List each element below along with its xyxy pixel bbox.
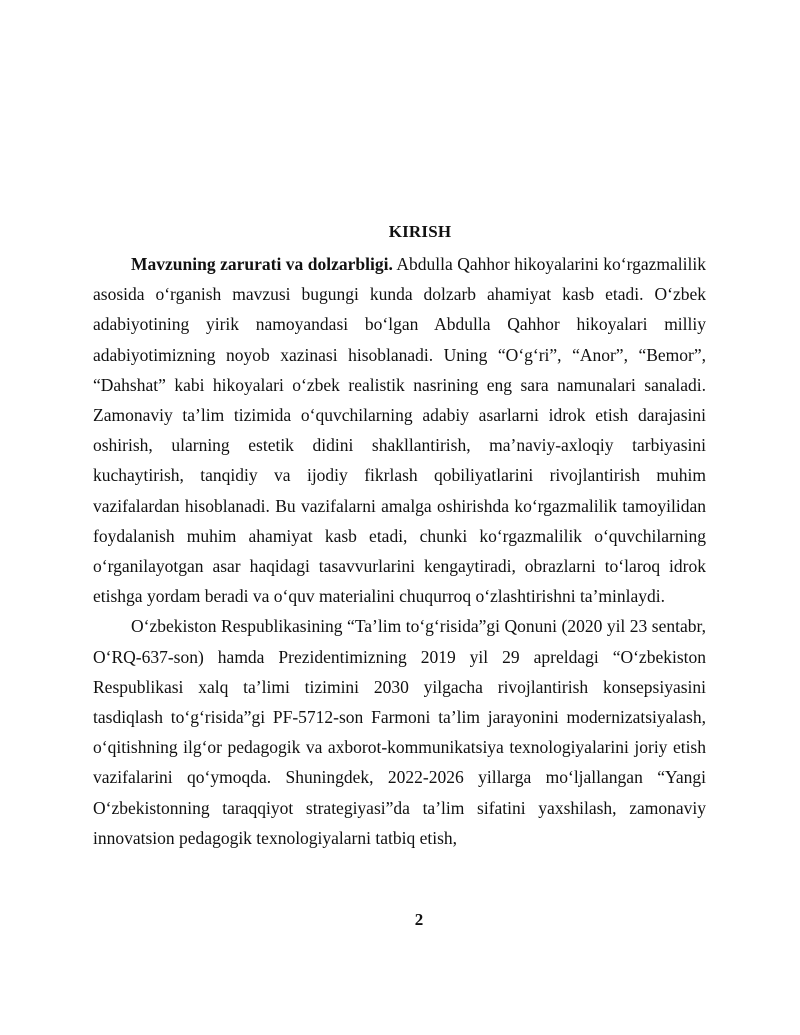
paragraph-lead: Mavzuning zarurati va dolzarbligi. <box>131 254 393 274</box>
paragraph-relevance <box>93 249 706 611</box>
paragraph-text: Abdulla Qahhor hikoyalarini ko‘rgazmalilik asosida o‘rganish mavzusi bugungi kunda dolzarb ahamiyat kasb etadi. O‘zbek adabiyotining yirik namoyandasi bo‘lgan Abdulla Qahhor hikoyalari milliy adabiyotimizning noyob xazinasi hisoblanadi. Uning “O‘g‘ri”, “Anor”, “Bemor”, “Dahshat” kabi hikoyalari o‘zbek realistik nasrining eng sara namunalari sanaladi. Zamonaviy ta’lim tizimida o‘quvchilarning adabiy asarlarni idrok etish darajasini oshirish, ularning estetik didini shakllantirish, ma’naviy-axloqiy tarbiyasini kuchaytirish, tanqidiy va ijodiy fikrlash qobiliyatlarini rivojlantirish muhim vazifalardan hisoblanadi. Bu vazifalarni amalga oshirishda ko‘rgazmalilik tamoyilidan foydalanish muhim ahamiyat kasb etadi, chunki ko‘rgazmalilik o‘quvchilarning o‘rganilayotgan asar haqidagi tasavvurlarini kengaytiradi, obrazlarni to‘laroq idrok etishga yordam beradi va o‘quv materialini chuqurroq o‘zlashtirishni ta’minlaydi. <box>93 254 706 607</box>
section-heading: KIRISH <box>388 222 452 241</box>
body-text <box>93 249 706 853</box>
paragraph-legislation <box>93 611 706 853</box>
page-number: 2 <box>414 910 424 929</box>
paragraph-text: O‘zbekiston Respublikasining “Ta’lim to‘g‘risida”gi Qonuni (2020 yil 23 sentabr, O‘RQ-637-son) hamda Prezidentimizning 2019 yil 29 apreldagi “O‘zbekiston Respublikasi xalq ta’limi tizimini 2030 yilgacha rivojlantirish konsepsiyasini tasdiqlash to‘g‘risida”gi PF-5712-son Farmoni ta’lim jarayonini modernizatsiyalash, o‘qitishning ilg‘or pedagogik va axborot-kommunikatsiya texnologiyalarini joriy etish vazifalarini qo‘ymoqda. Shuningdek, 2022-2026 yillarga mo‘ljallangan “Yangi O‘zbekistonning taraqqiyot strategiyasi”da ta’lim sifatini yaxshilash, zamonaviy innovatsion pedagogik texnologiyalarni tatbiq etish, <box>93 616 706 848</box>
